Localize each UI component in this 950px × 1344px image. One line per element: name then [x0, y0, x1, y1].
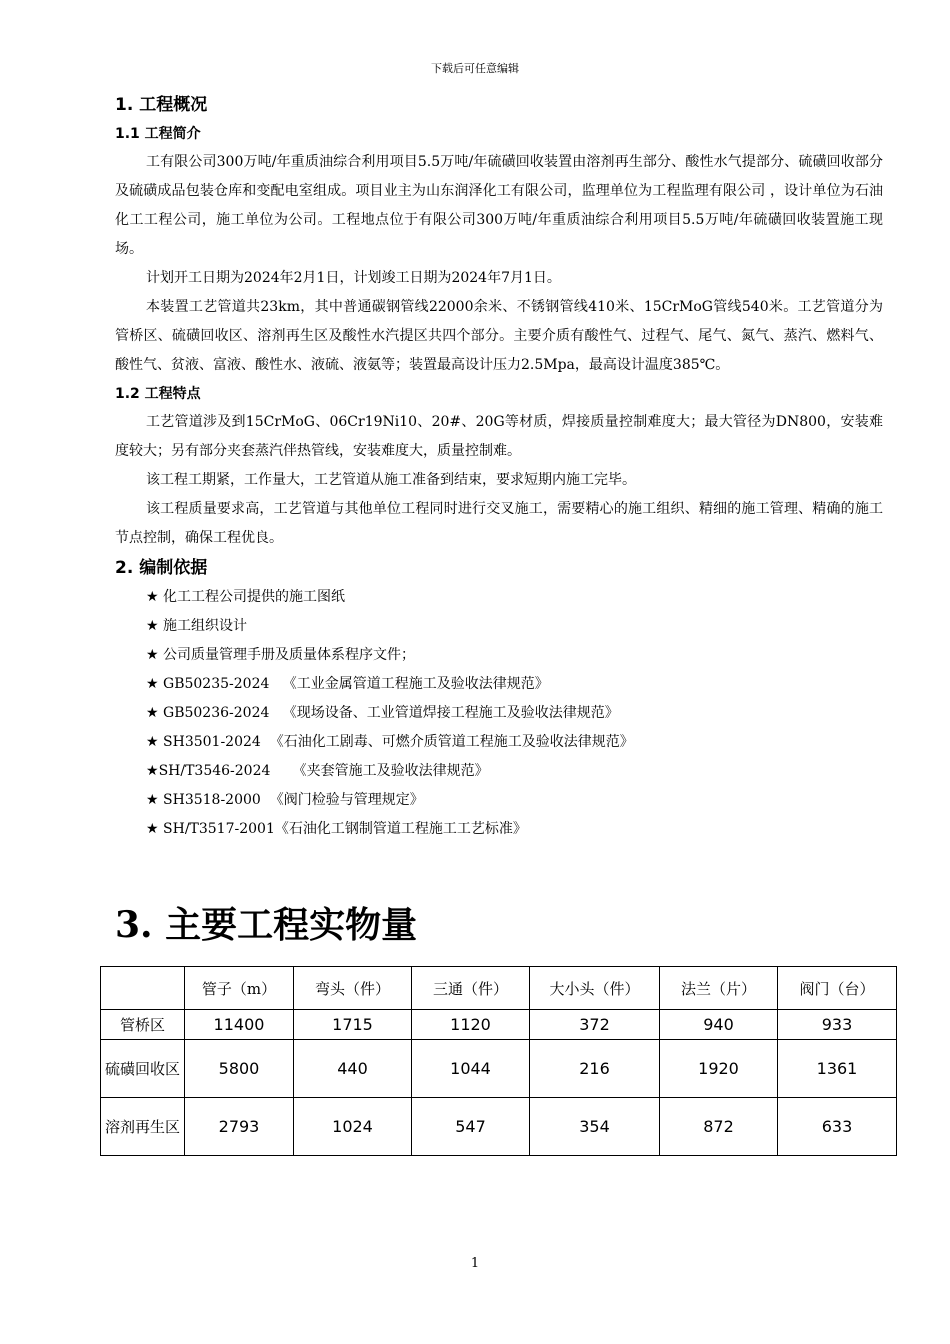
- table-row: [101, 1098, 897, 1156]
- list-item: ★ SH3501-2024 《石油化工剧毒、可燃介质管道工程施工及验收法律规范》: [146, 734, 634, 750]
- star-icon: ★: [146, 618, 159, 634]
- table-header-cell: 管子（m）: [185, 967, 294, 1010]
- table-cell: 547: [412, 1098, 530, 1156]
- reference-list: [115, 583, 883, 844]
- table-cell: 372: [530, 1010, 660, 1040]
- list-item: ★ 化工工程公司提供的施工图纸: [146, 589, 346, 605]
- list-item: ★SH/T3546-2024 《夹套管施工及验收法律规范》: [146, 763, 489, 779]
- table-cell: 1044: [412, 1040, 530, 1098]
- table-cell: 354: [530, 1098, 660, 1156]
- star-icon: ★: [146, 821, 159, 837]
- section-2-title: 2. 编制依据: [115, 558, 208, 578]
- list-item: ★ 公司质量管理手册及质量体系程序文件；: [146, 647, 416, 663]
- page-number: 1: [470, 1256, 480, 1271]
- list-item: ★ SH3518-2000 《阀门检验与管理规定》: [146, 792, 424, 808]
- table-cell: 633: [778, 1098, 897, 1156]
- table-cell: 1120: [412, 1010, 530, 1040]
- paragraph: 该工程工期紧，工作量大，工艺管道从施工准备到结束，要求短期内施工完毕。: [146, 472, 636, 488]
- section-1-2-title: 1.2 工程特点: [115, 386, 201, 402]
- table-cell: 5800: [185, 1040, 294, 1098]
- table-cell: 440: [294, 1040, 412, 1098]
- star-icon: ★: [146, 676, 159, 692]
- row-label: 管桥区: [101, 1010, 185, 1040]
- table-header-cell: 法兰（片）: [660, 967, 778, 1010]
- table-cell: 1024: [294, 1098, 412, 1156]
- star-icon: ★: [146, 734, 159, 750]
- table-header-cell: 阀门（台）: [778, 967, 897, 1010]
- star-icon: ★: [146, 792, 159, 808]
- section-1-title: 1. 工程概况: [115, 95, 208, 115]
- table-cell: 2793: [185, 1098, 294, 1156]
- document-body: [115, 90, 883, 844]
- table-header-cell: 弯头（件）: [294, 967, 412, 1010]
- section-3-title: 3. 主要工程实物量: [115, 904, 418, 946]
- quantity-table: [100, 966, 897, 1156]
- table-cell: 872: [660, 1098, 778, 1156]
- star-icon: ★: [146, 763, 159, 779]
- table-header-cell: [101, 967, 185, 1010]
- star-icon: ★: [146, 647, 159, 663]
- table-cell: 1715: [294, 1010, 412, 1040]
- table-row: [101, 1010, 897, 1040]
- row-label: 硫磺回收区: [101, 1040, 185, 1098]
- list-item: ★ GB50235-2024 《工业金属管道工程施工及验收法律规范》: [146, 676, 549, 692]
- list-item: ★ 施工组织设计: [146, 618, 248, 634]
- table-cell: 216: [530, 1040, 660, 1098]
- paragraph: 本装置工艺管道共23km，其中普通碳钢管线22000余米、不锈钢管线410米、15CrMoG管线540米。工艺管道分为管桥区、硫磺回收区、溶剂再生区及酸性水汽提区共四个部分。主要介质有酸性气、过程气、尾气、氮气、蒸汽、燃料气、酸性气、贫液、富液、酸性水、液硫、液氨等；装置最高设计压力2.5Mpa，最高设计温度385℃。: [115, 299, 883, 373]
- row-label: 溶剂再生区: [101, 1098, 185, 1156]
- table-cell: 1920: [660, 1040, 778, 1098]
- table-header-cell: 三通（件）: [412, 967, 530, 1010]
- table-header-row: [101, 967, 897, 1010]
- star-icon: ★: [146, 589, 159, 605]
- paragraph: 工艺管道涉及到15CrMoG、06Cr19Ni10、20#、20G等材质，焊接质量控制难度大；最大管径为DN800，安装难度较大；另有部分夹套蒸汽伴热管线，安装难度大，质量控制难。: [115, 414, 883, 459]
- paragraph: 计划开工日期为2024年2月1日，计划竣工日期为2024年7月1日。: [146, 270, 561, 286]
- table-cell: 1361: [778, 1040, 897, 1098]
- table-header-cell: 大小头（件）: [530, 967, 660, 1010]
- table-cell: 940: [660, 1010, 778, 1040]
- star-icon: ★: [146, 705, 159, 721]
- page-header: 下载后可任意编辑: [431, 62, 519, 75]
- list-item: ★ SH/T3517-2001《石油化工钢制管道工程施工工艺标准》: [146, 821, 527, 837]
- paragraph: 该工程质量要求高，工艺管道与其他单位工程同时进行交叉施工，需要精心的施工组织、精细的施工管理、精确的施工节点控制，确保工程优良。: [115, 501, 883, 546]
- section-1-1-title: 1.1 工程简介: [115, 126, 201, 142]
- table-cell: 11400: [185, 1010, 294, 1040]
- table-cell: 933: [778, 1010, 897, 1040]
- paragraph: 工有限公司300万吨/年重质油综合利用项目5.5万吨/年硫磺回收装置由溶剂再生部分、酸性水气提部分、硫磺回收部分及硫磺成品包装仓库和变配电室组成。项目业主为山东润泽化工有限公司，监理单位为工程监理有限公司 ，设计单位为石油化工工程公司，施工单位为公司。工程地点位于有限公司300万吨/年重质油综合利用项目5.5万吨/年硫磺回收装置施工现场。: [115, 154, 883, 257]
- list-item: ★ GB50236-2024 《现场设备、工业管道焊接工程施工及验收法律规范》: [146, 705, 619, 721]
- table-row: [101, 1040, 897, 1098]
